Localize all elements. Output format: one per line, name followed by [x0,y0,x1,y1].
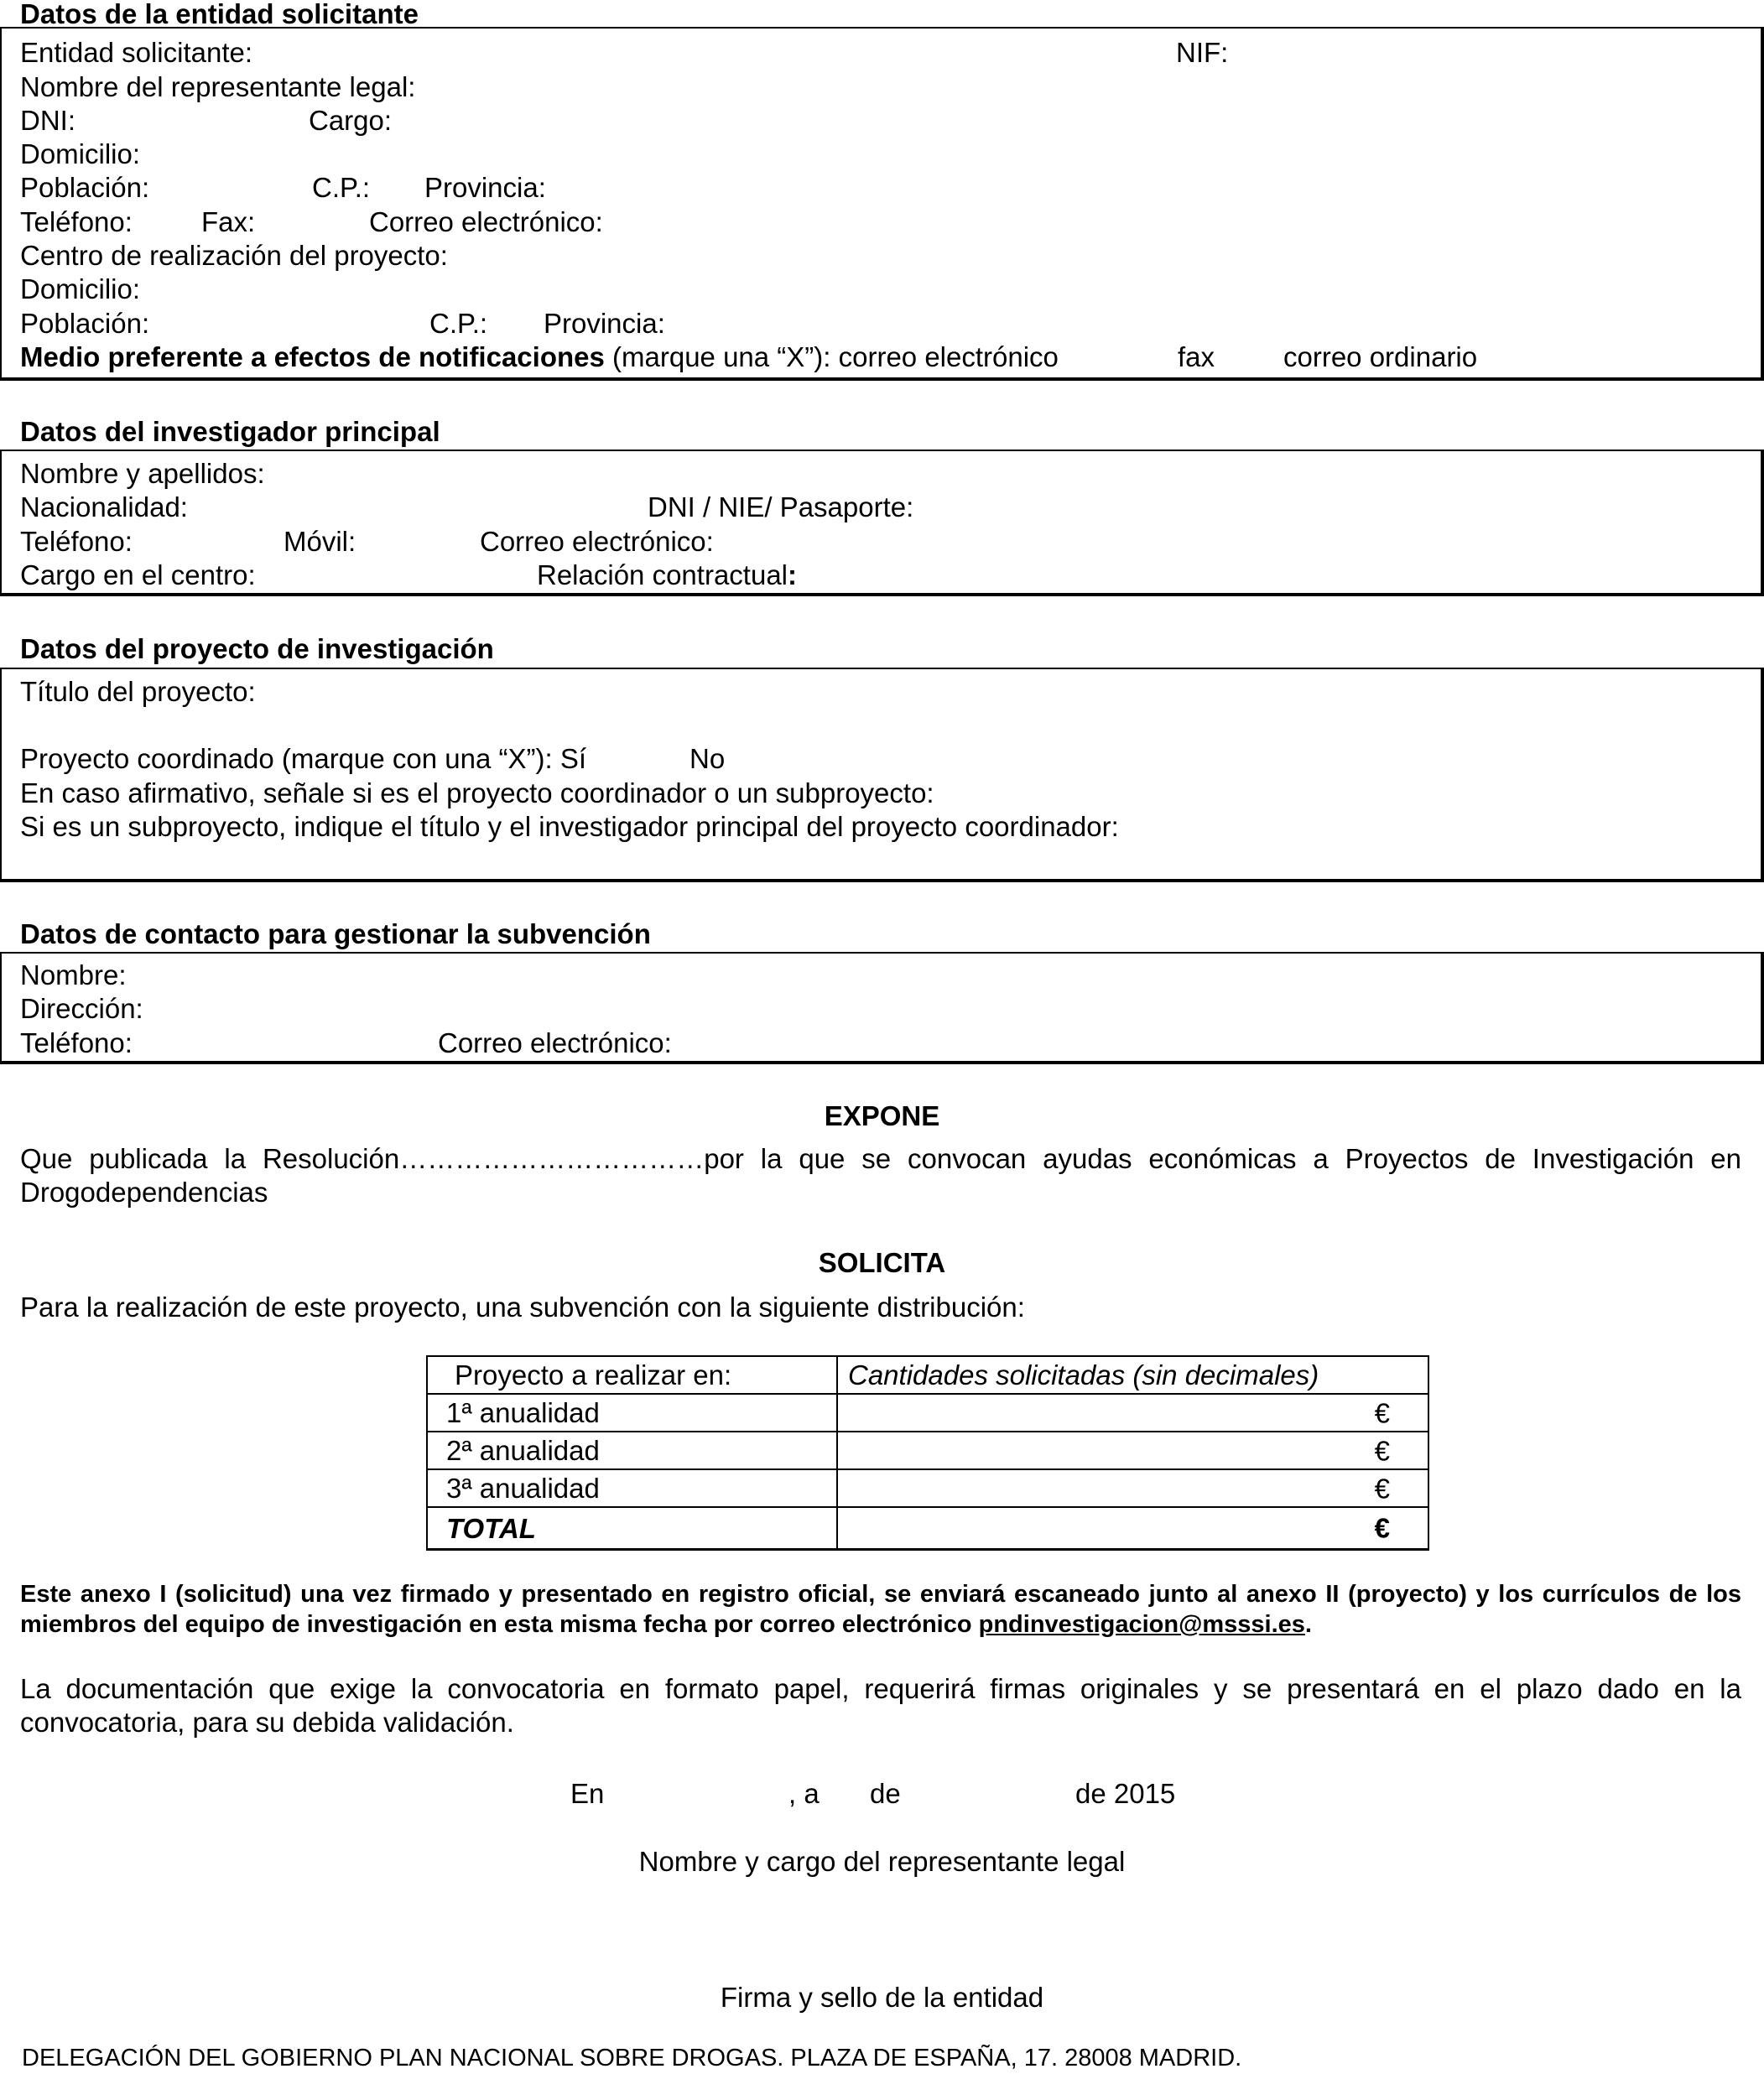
total-row [427,1507,1428,1550]
poblacion-label: Población: [20,172,150,203]
id-document-label: DNI / NIE/ Pasaporte: [648,491,914,522]
euro-symbol: € [1374,1512,1390,1544]
date-year-label: de 2015 [1075,1778,1176,1809]
entity-section-heading: Datos de la entidad solicitante [20,0,419,29]
investigator-mobile-label: Móvil: [284,526,356,557]
date-a-label: , a [788,1778,820,1809]
contract-relation-text: Relación contractual [537,559,788,590]
table-row [427,1432,1428,1469]
annex-note-end: . [1304,1611,1312,1638]
contact-address-label: Dirección: [20,993,143,1024]
notification-medium-instruction: (marque una “X”): correo electrónico [604,341,1059,372]
notification-medium-label: Medio preferente a efectos de notificaciones [20,341,605,372]
dni-label: DNI: [20,105,75,136]
contract-relation-label [537,561,797,589]
contact-name-label: Nombre: [20,959,127,990]
expone-heading: EXPONE [824,1100,940,1131]
table-row [427,1394,1428,1432]
domicilio-label: Domicilio: [20,138,141,169]
entity-name-label: Entidad solicitante: [20,37,253,68]
amount-cell [837,1394,1428,1432]
contract-relation-colon: : [788,559,797,590]
project-section-box [0,668,1764,882]
contact-phone-label: Teléfono: [20,1027,133,1058]
date-de-label: de [870,1778,901,1809]
place-label: En [570,1778,605,1809]
euro-symbol: € [1374,1435,1390,1466]
investigator-email-label: Correo electrónico: [480,526,714,557]
coordinated-no-option: No [689,743,726,774]
telefono-label: Teléfono: [20,206,133,237]
project-title-label: Título del proyecto: [20,676,256,707]
annex-note-text: Este anexo I (solicitud) una vez firmado y presentado en registro oficial, se enviará escaneado junto al anexo II (proyecto) y los currículos de los miembros del equipo de investigación en esta misma fecha por correo electrónico [20,1581,1741,1638]
notification-medium-line [20,343,1059,371]
subproject-label: Si es un subproyecto, indique el título y el investigador principal del proyecto coordinador: [20,811,1119,842]
euro-symbol: € [1374,1473,1390,1504]
investigator-position-label: Cargo en el centro: [20,559,256,590]
project-center-label: Centro de realización del proyecto: [20,240,448,271]
header-project-year: Proyecto a realizar en: [427,1356,837,1394]
row-label: 3ª anualidad [427,1469,837,1507]
footer-address: DELEGACIÓN DEL GOBIERNO PLAN NACIONAL SOBRE DROGAS. PLAZA DE ESPAÑA, 17. 28008 MADRID. [22,2045,1242,2071]
nif-label: NIF: [1176,37,1229,68]
annex-note [20,1579,1741,1640]
total-amount-cell [837,1507,1428,1550]
center-poblacion-label: Población: [20,308,150,339]
contact-section-box [0,952,1764,1064]
representative-signature-label: Nombre y cargo del representante legal [638,1846,1126,1877]
solicita-text: Para la realización de este proyecto, una subvención con la siguiente distribución: [20,1292,1025,1323]
project-section-heading: Datos del proyecto de investigación [20,633,494,664]
entity-seal-label: Firma y sello de la entidad [720,1982,1044,2013]
center-provincia-label: Provincia: [544,308,665,339]
cargo-label: Cargo: [309,105,393,136]
expone-text: Que publicada la Resolución……………………………por la que se convocan ayudas económicas a Proyectos de Investigación en Drogodependencias [20,1143,1741,1208]
amounts-table-header [427,1356,1428,1394]
center-cp-label: C.P.: [429,308,488,339]
email-label: Correo electrónico: [369,206,603,237]
amount-cell [837,1469,1428,1507]
total-label: TOTAL [427,1507,837,1550]
notification-mail-option: correo ordinario [1283,341,1478,372]
annex-email-link[interactable]: pndinvestigacion@msssi.es [978,1611,1305,1638]
table-row [427,1469,1428,1507]
fax-label: Fax: [201,206,256,237]
investigator-phone-label: Teléfono: [20,526,133,557]
notification-fax-option: fax [1178,341,1215,372]
provincia-label: Provincia: [424,172,546,203]
cp-label: C.P.: [312,172,371,203]
coordinated-project-label: Proyecto coordinado (marque con una “X”): Sí [20,743,587,774]
amounts-table [426,1355,1429,1551]
documentation-note: La documentación que exige la convocatoria en formato papel, requerirá firmas originales y se presentará en el plazo dado en la convocatoria, para su debida validación. [20,1673,1741,1738]
row-label: 1ª anualidad [427,1394,837,1432]
contact-section-heading: Datos de contacto para gestionar la subvención [20,918,651,949]
investigator-name-label: Nombre y apellidos: [20,458,265,489]
nationality-label: Nacionalidad: [20,491,188,522]
investigator-section-heading: Datos del investigador principal [20,416,440,447]
center-domicilio-label: Domicilio: [20,273,141,304]
row-label: 2ª anualidad [427,1432,837,1469]
legal-rep-label: Nombre del representante legal: [20,71,416,102]
header-amounts: Cantidades solicitadas (sin decimales) [837,1356,1428,1394]
affirmative-case-label: En caso afirmativo, señale si es el proyecto coordinador o un subproyecto: [20,777,934,808]
euro-symbol: € [1374,1397,1390,1428]
amount-cell [837,1432,1428,1469]
solicita-heading: SOLICITA [818,1247,946,1278]
contact-email-label: Correo electrónico: [438,1027,672,1058]
